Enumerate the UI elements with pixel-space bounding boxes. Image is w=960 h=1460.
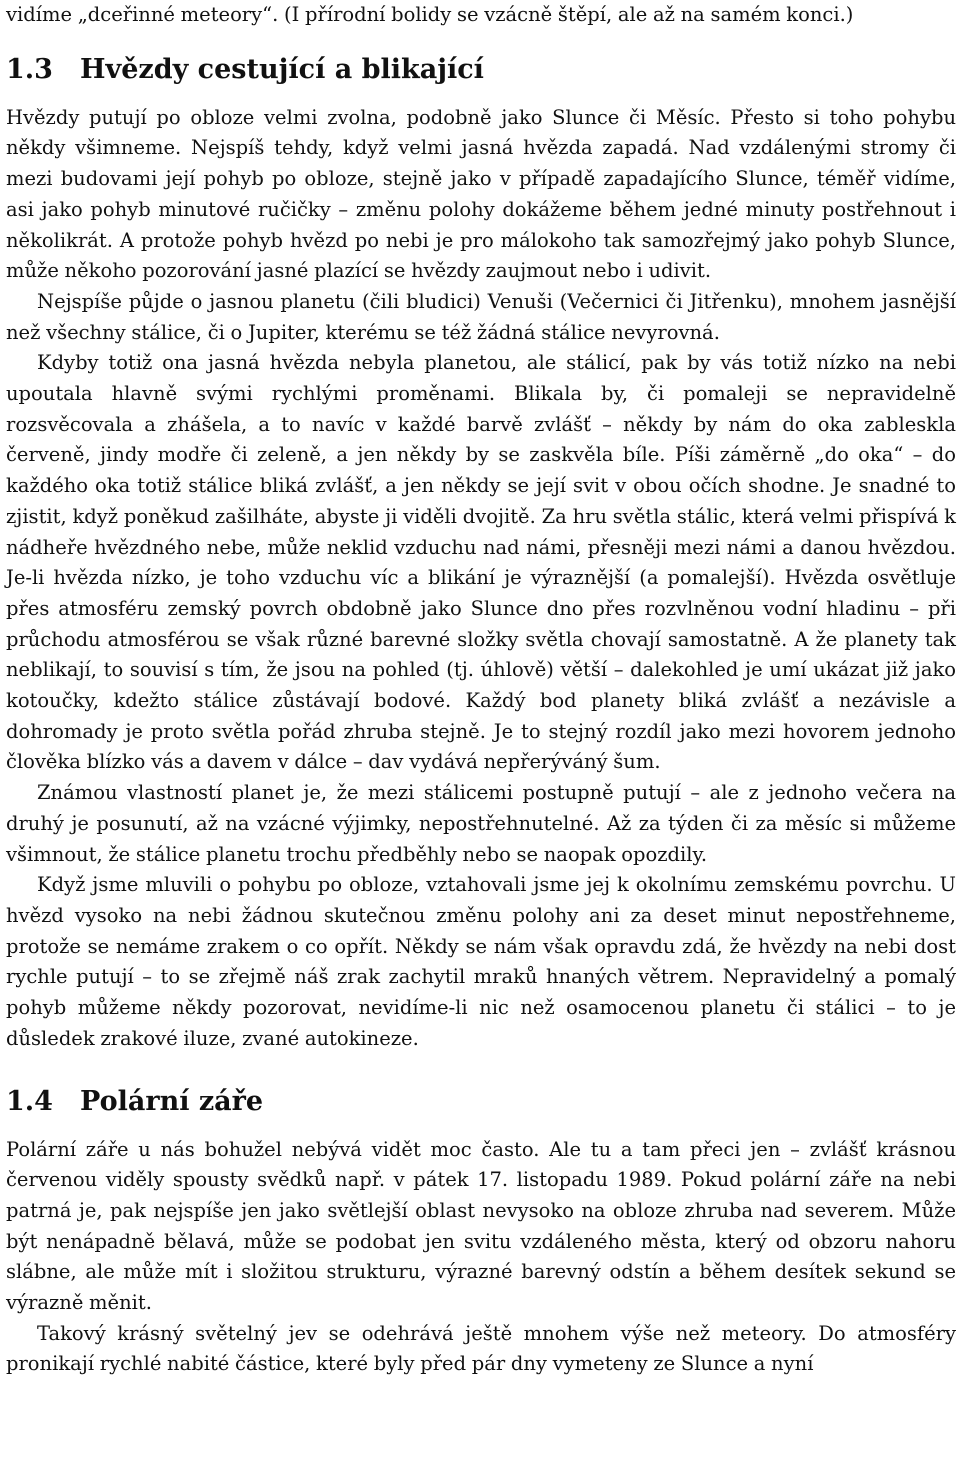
paragraph: Hvězdy putují po obloze velmi zvolna, podobně jako Slunce či Měsíc. Přesto si toho pohybu někdy všimneme. Nejspíš tehdy, když velmi jasná hvězda zapadá. Nad vzdálenými stromy či mezi budovami její pohyb po obloze, stejně jako v případě zapadajícího Slunce, téměř vidíme, asi jako pohyb minutové ručičky – změnu polohy dokážeme během jedné minuty postřehnout i několikrát. A protože pohyb hvězd po nebi je pro málokoho tak samozřejmý jako pohyb Slunce, může někoho pozorování jasné plazící se hvězdy zaujmout nebo i udivit. [6,105,956,283]
section-title: Hvězdy cestující a blikající [80,53,484,85]
paragraph-continuation: vidíme „dceřinné meteory“. (I přírodní bolidy se vzácně štěpí, ale až na samém konci.) [6,3,854,26]
paragraph: Kdyby totiž ona jasná hvězda nebyla planetou, ale stálicí, pak by vás totiž nízko na nebi upoutala hlavně svými rychlými proměnami. Blikala by, či pomaleji se nepravidelně rozsvěcovala a zhášela, a to navíc v každé barvě zvlášť – někdy by nám do oka zableskla červeně, jindy modře či zeleně, a jen někdy by se zaskvěla bíle. Píši záměrně „do oka“ – do každého oka totiž stálice bliká zvlášť, a jen někdy se její svit v obou očích shodne. Je snadné to zjistit, když poněkud zašilháte, abyste ji viděli dvojitě. Za hru světla stálic, která velmi přispívá k nádheře hvězdného nebe, může neklid vzduchu nad námi, přesněji mezi námi a danou hvězdou. Je-li hvězda nízko, je toho vzduchu víc a blikání je výraznější (a pomalejší). Hvězda osvětluje přes atmosféru zemský povrch obdobně jako Slunce dno přes rozvlněnou vodní hladinu – při průchodu atmosférou se však různé barevné složky světla chovají samostatně. A že planety tak neblikají, to souvisí s tím, že jsou na pohled (tj. úhlově) větší – dalekohled je umí ukázat již jako kotoučky, kdežto stálice zůstávají bodové. Každý bod planety bliká zvlášť a nezávisle a dohromady je proto světla pořád zhruba stejně. Je to stejný rozdíl jako mezi hovorem jednoho člověka blízko vás a davem v dálce – dav vydává nepřerýváný šum. [6,351,956,774]
section-heading-1-4 [6,1085,956,1119]
section-number: 1.3 [6,53,53,85]
paragraph: Nejspíše půjde o jasnou planetu (čili bludici) Venuši (Večernici či Jitřenku), mnohem jasnější než všechny stálice, či o Jupiter, kterému se též žádná stálice nevyrovná. [6,289,956,344]
section-title: Polární záře [80,1085,264,1117]
section-heading-1-3 [6,53,956,87]
document-page [6,0,956,1380]
paragraph: Známou vlastností planet je, že mezi stálicemi postupně putují – ale z jednoho večera na druhý je posunutí, až na vzácné výjimky, nepostřehnutelné. Až za týden či za měsíc si můžeme všimnout, že stálice planetu trochu předběhly nebo se naopak opozdily. [6,781,956,866]
paragraph: Když jsme mluvili o pohybu po obloze, vztahovali jsme jej k okolnímu zemskému povrchu. U hvězd vysoko na nebi žádnou skutečnou změnu polohy ani za deset minut nepostřehneme, protože se nemáme zrakem o co opřít. Někdy se nám však opravdu zdá, že hvězdy na nebi dost rychle putují – to se zřejmě náš zrak zachytil mraků hnaných větrem. Nepravidelný a pomalý pohyb můžeme někdy pozorovat, nevidíme-li nic než osamocenou planetu či stálici – to je důsledek zrakové iluze, zvané autokineze. [6,873,956,1050]
paragraph: Polární záře u nás bohužel nebývá vidět moc často. Ale tu a tam přeci jen – zvlášť krásnou červenou viděly spousty svědků např. v pátek 17. listopadu 1989. Pokud polární záře na nebi patrná je, pak nejspíše jen jako světlejší oblast nevysoko na obloze zhruba nad severem. Může být nenápadně bělavá, může se podobat jen svitu vzdáleného města, který od obzoru nahoru slábne, ale může mít i složitou strukturu, výrazné barevný odstín a během desítek sekund se výrazně měnit. [6,1137,956,1315]
section-number: 1.4 [6,1085,53,1117]
paragraph: Takový krásný světelný jev se odehrává ještě mnohem výše než meteory. Do atmosféry pronikají rychlé nabité částice, které byly před pár dny vymeteny ze Slunce a nyní [6,1321,956,1376]
